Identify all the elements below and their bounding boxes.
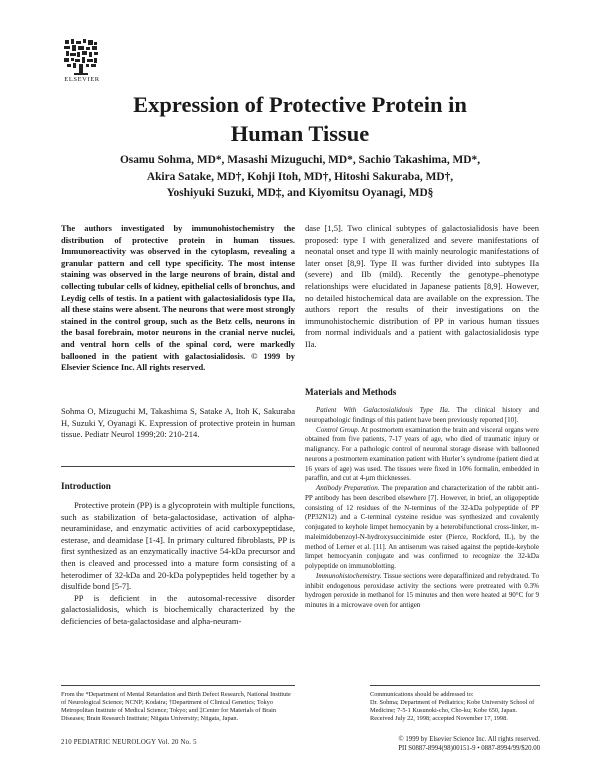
methods-paragraph-4: Immunohistochemistry. Tissue sections were deparaffinized and rehydrated. To inhibit endogenous peroxidase activity the sections were pretreated with 0.3% hydrogen peroxide in methanol for 15 minutes and then were heated at 90°C for 9 minutes in a microwave oven for antigen (305, 571, 539, 609)
authors-line-1: Osamu Sohma, MD*, Masashi Mizuguchi, MD*, Sachio Takashima, MD*, (119, 154, 481, 166)
footnote-divider (370, 685, 540, 686)
page-footer-copyright (340, 736, 540, 753)
methods-subheading: Control Group. (316, 425, 360, 434)
article-title (60, 90, 540, 148)
authors-line-2: Akira Satake, MD†, Kohji Itoh, MD†, Hitoshi Sakuraba, MD†, (146, 170, 454, 183)
right-column-continuation (305, 223, 539, 351)
page-footer-journal: 210 PEDIATRIC NEUROLOGY Vol. 20 No. 5 (61, 739, 197, 746)
title-line-1: Expression of Protective Protein in (133, 92, 467, 117)
title-line-2: Human Tissue (230, 121, 370, 146)
received-dates: Received July 22, 1998; accepted November 17, 1998. (370, 715, 508, 723)
pii-line: PII S0887-8994(98)00151-9 • 0887-8994/99/$20.00 (398, 744, 540, 752)
copyright-line: © 1999 by Elsevier Science Inc. All rights reserved. (398, 736, 540, 743)
methods-paragraph-3: Antibody Preparation. The preparation and characterization of the rabbit anti-PP antibody has been described elsewhere [7]. However, in brief, an oligopeptide consisting of 12 residues of the N-terminus of the 32-kDa polypeptide of PP (PP32N12) and a C-terminal cysteine residue was synthesized and covalently conjugated to keyhole limpet hemocyanin by a heterobifunctional cross-linker, m-maleimidobenzoyl-N-hydroxysuccinimide ester (Pierce, Rockford, IL), by the method of Lerner et al. [11]. An antiserum was raised against the peptide-keyhole limpet hemocyanin conjugate and was confirmed to recognize the 32-kDa polypeptide on immunoblotting. (305, 484, 539, 570)
author-list (60, 152, 540, 202)
methods-body (305, 406, 539, 611)
methods-paragraph-1: Patient With Galactosialidosis Type IIa. The clinical history and neuropathologic findings of this patient have been previously reported [10]. (305, 406, 539, 424)
correspondence-line-2: Dr. Sohma; Department of Pediatrics; Kobe University School of Medicine; 7-5-1 Kusunoki-cho, Cho-ku; Kobe 650, Japan. (370, 699, 535, 715)
affiliations-footnote: From the *Department of Mental Retardation and Birth Defect Research, National Institute of Neurological Science; NCNP; Kodaira; †Department of Clinical Genetics; Tokyo Metropolitan Institute of Medical Science; Tokyo; and ‡Center for Materials of Brain Diseases; Brain Research Institute; Niigata University; Niigata, Japan. (61, 691, 291, 723)
correspondence-line-1: Communications should be addressed to: (370, 691, 474, 698)
methods-paragraph-2: Control Group. At postmortem examination the brain and visceral organs were obtained from five patients, 7-17 years of age, who died of traumatic injury or malignancy. For a pathologic control of neuronal storage disease with ballooned neurons a postmortem examination patient with Hurler’s syndrome (patient died at 16 years of age) was used. The tissues were fixed in 10% formalin, embedded in paraffin, and cut at 4-µm thicknesses. (305, 425, 539, 483)
introduction-heading: Introduction (61, 481, 111, 491)
introduction-paragraph-2: PP is deficient in the autosomal-recessive disorder galactosialidosis, which is biochemically characterized by the deficiencies of beta-galactosidase and alpha-neuram- (61, 592, 295, 626)
continuation-paragraph: dase [1,5]. Two clinical subtypes of galactosialidosis have been proposed: type I with generalized and severe manifestations of neonatal onset and type II with mainly neurologic manifestations of later onset [8,9]. Type II was further divided into subtypes IIa (severe) and IIb (mild). Recently the genotype–phenotype relationships were elucidated in Japanese patients [8,9]. However, no detailed histochemical data are available on the expression. The authors report the results of their investigations on the immunohistochemic distribution of PP in various human tissues from normal individuals and a patient with galactosialidosis type IIa. (305, 223, 539, 349)
methods-subheading: Patient With Galactosialidosis Type IIa. (316, 406, 450, 414)
footnote-divider (61, 685, 295, 686)
elsevier-tree-logo (62, 37, 100, 81)
introduction-body (61, 500, 295, 628)
methods-subheading: Immunohistochemistry. (316, 571, 382, 580)
correspondence-footnote (370, 691, 540, 723)
methods-subheading: Antibody Preparation. (316, 484, 380, 492)
methods-heading: Materials and Methods (305, 387, 397, 397)
section-divider (61, 466, 295, 467)
publisher-name: ELSEVIER (64, 76, 100, 83)
authors-line-3: Yoshiyuki Suzuki, MD‡, and Kiyomitsu Oyanagi, MD§ (166, 187, 434, 199)
introduction-paragraph-1: Protective protein (PP) is a glycoprotein with multiple functions, such as stabilization of beta-galactosidase, activation of alpha-neuraminidase, and enzymatic activities of acid carboxypeptidase, esterase, and deamidase [1-4]. In primary cultured fibroblasts, PP is first synthesized as an enzymatically inactive 54-kDa precursor and then is cleaved and processed into a mature form consisting of a heterodimer of 32-kDa and 20-kDa polypeptides held together by a disulfide bond [5-7]. (61, 500, 295, 592)
abstract: The authors investigated by immunohistochemistry the distribution of protective protein in human tissues. Immunoreactivity was observed in the cytoplasm, revealing a granular pattern and cell type specificity. The most intense staining was observed in the large neurons of brain, distal and collecting tubular cells of kidney, epithelial cells of bronchus, and Leydig cells of testis. In a patient with galactosialidosis type IIa, all these stains were absent. The neurons that were most strongly stained in the control group, such as the Betz cells, neurons in the basal forebrain, motor neurons in the cranial nerve nuclei, and ventral horn cells of the spinal cord, were markedly ballooned in the patient with galactosialidosis. © 1999 by Elsevier Science Inc. All rights reserved. (61, 223, 295, 373)
citation: Sohma O, Mizuguchi M, Takashima S, Satake A, Itoh K, Sakuraba H, Suzuki Y, Oyanagi K. Expression of protective protein in human tissue. Pediatr Neurol 1999;20: 210-214. (61, 406, 295, 440)
